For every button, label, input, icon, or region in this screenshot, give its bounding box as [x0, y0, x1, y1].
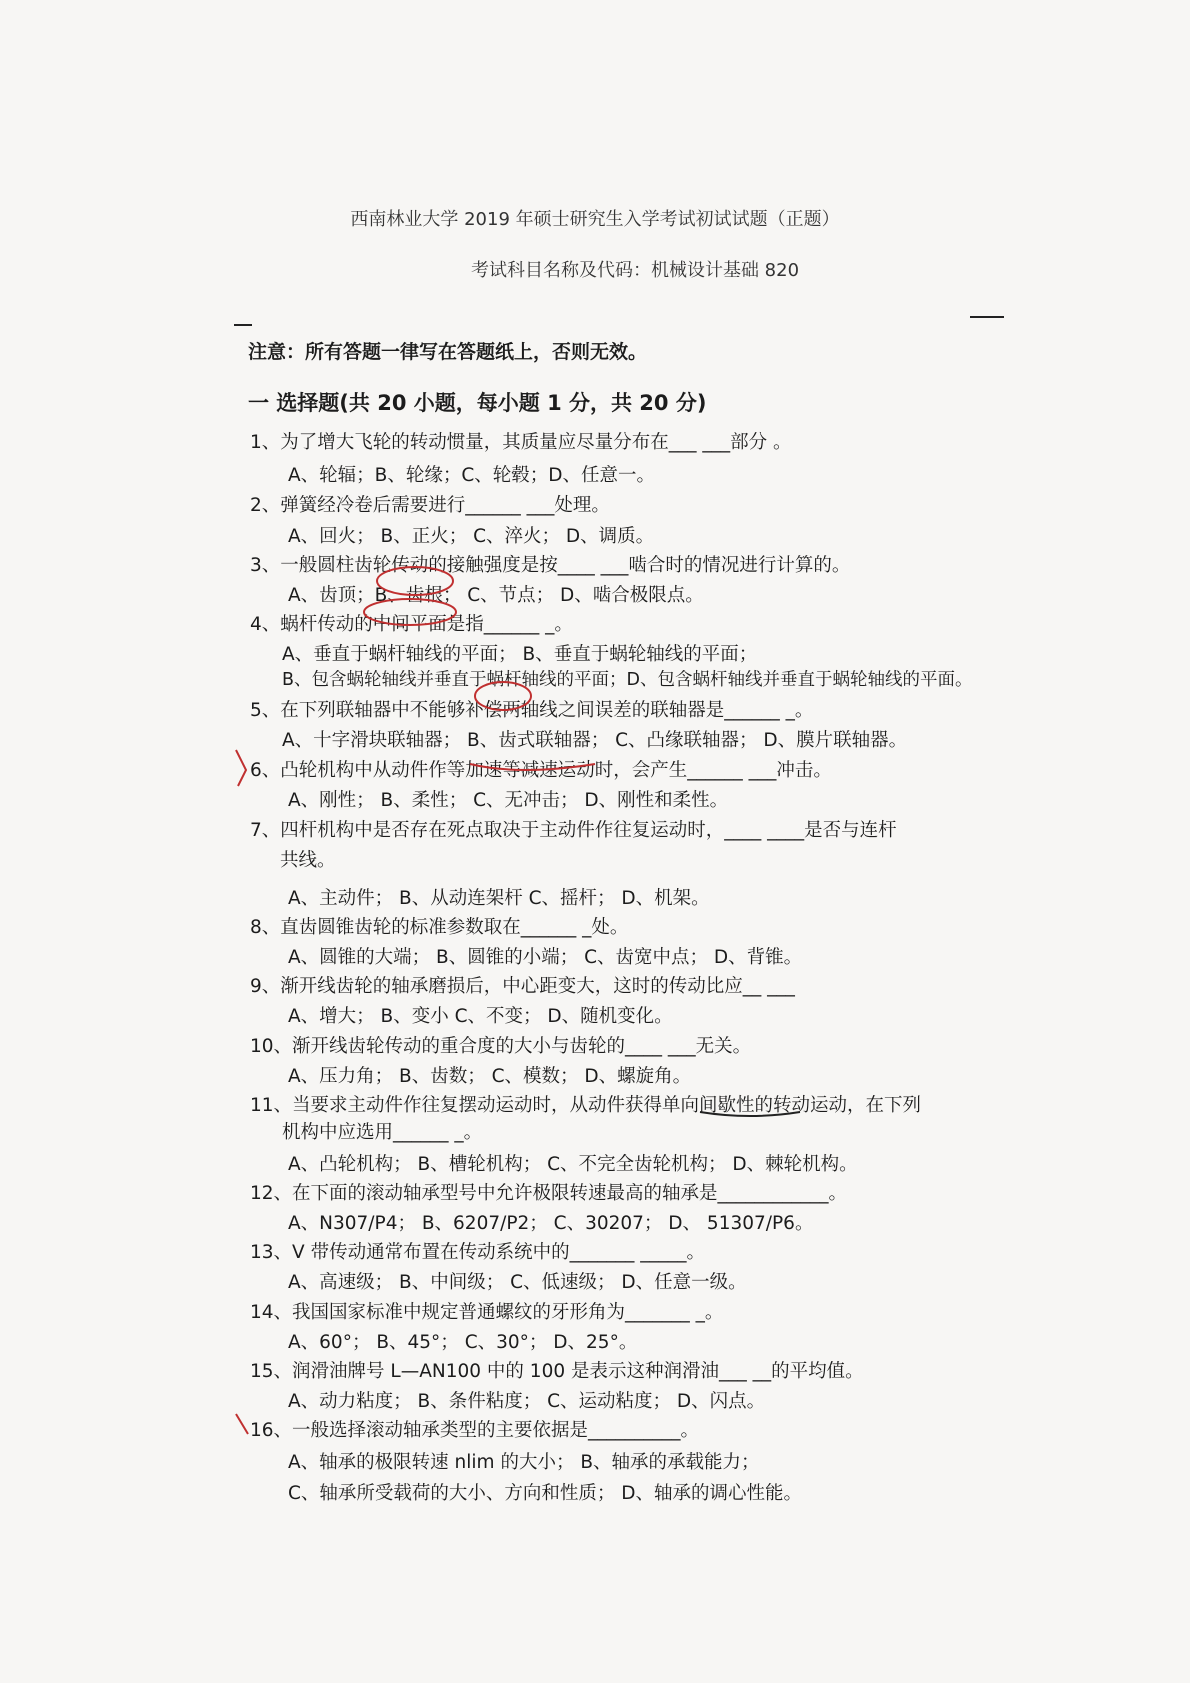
pen-mark-q6: [236, 750, 246, 786]
question-16: 16、一般选择滚动轴承类型的主要依据是__________。: [250, 1420, 700, 1441]
options-6: A、刚性； B、柔性； C、无冲击； D、刚性和柔性。: [288, 790, 729, 811]
options-7: A、主动件； B、从动连架杆 C、摇杆； D、机架。: [288, 888, 710, 909]
question-12: 12、在下面的滚动轴承型号中允许极限转速最高的轴承是____________。: [250, 1183, 848, 1204]
question-7-cont: 共线。: [280, 850, 336, 871]
options-11: A、凸轮机构； B、槽轮机构； C、不完全齿轮机构； D、棘轮机构。: [288, 1154, 858, 1175]
options-1: A、轮辐；B、轮缘；C、轮毂；D、任意一。: [288, 465, 656, 486]
question-15: 15、润滑油牌号 L—AN100 中的 100 是表示这种润滑油___ __的平均值。: [250, 1361, 864, 1382]
question-7: 7、四杆机构中是否存在死点取决于主动件作往复运动时，____ ____是否与连杆: [250, 820, 897, 841]
exam-subject: 考试科目名称及代码：机械设计基础 820: [470, 260, 800, 281]
options-8: A、圆锥的大端； B、圆锥的小端； C、齿宽中点； D、背锥。: [288, 947, 803, 968]
options-16a: A、轴承的极限转速 nlim 的大小； B、轴承的承载能力；: [288, 1452, 760, 1473]
question-13: 13、V 带传动通常布置在传动系统中的_______ _____。: [250, 1242, 705, 1263]
question-14: 14、我国国家标准中规定普通螺纹的牙形角为_______ _。: [250, 1302, 724, 1323]
question-6: 6、凸轮机构中从动件作等加速等减速运动时，会产生______ ___冲击。: [250, 760, 832, 781]
options-4a: A、垂直于蜗杆轴线的平面； B、垂直于蜗轮轴线的平面；: [282, 644, 758, 665]
options-13: A、高速级； B、中间级； C、低速级； D、任意一级。: [288, 1272, 747, 1293]
question-1: 1、为了增大飞轮的转动惯量，其质量应尽量分布在___ ___部分 。: [250, 432, 792, 453]
options-9: A、增大； B、变小 C、不变； D、随机变化。: [288, 1006, 673, 1027]
options-3: A、齿顶；B、齿根； C、节点； D、啮合极限点。: [288, 585, 704, 606]
options-2: A、回火； B、正火； C、淬火； D、调质。: [288, 526, 655, 547]
question-11-cont: 机构中应选用______ _。: [282, 1122, 483, 1143]
options-15: A、动力粘度； B、条件粘度； C、运动粘度； D、闪点。: [288, 1391, 766, 1412]
question-8: 8、直齿圆锥齿轮的标准参数取在______ _处。: [250, 917, 629, 938]
question-2: 2、弹簧经冷卷后需要进行______ ___处理。: [250, 495, 610, 516]
options-10: A、压力角； B、齿数； C、模数； D、螺旋角。: [288, 1066, 692, 1087]
question-9: 9、渐开线齿轮的轴承磨损后，中心距变大，这时的传动比应__ ___: [250, 976, 795, 997]
question-5: 5、在下列联轴器中不能够补偿两轴线之间误差的联轴器是______ _。: [250, 700, 814, 721]
question-10: 10、渐开线齿轮传动的重合度的大小与齿轮的____ ___无关。: [250, 1036, 752, 1057]
options-4b: B、包含蜗轮轴线并垂直于蜗杆轴线的平面；D、包含蜗杆轴线并垂直于蜗轮轴线的平面。: [282, 670, 973, 690]
pen-mark-q16: [236, 1414, 248, 1434]
options-14: A、60°； B、45°； C、30°； D、25°。: [288, 1332, 638, 1353]
question-11: 11、当要求主动件作往复摆动运动时，从动件获得单向间歇性的转动运动，在下列: [250, 1095, 922, 1116]
scan-mark-right: [970, 316, 1004, 318]
options-12: A、N307/P4； B、6207/P2； C、30207； D、 51307/P6。: [288, 1213, 814, 1234]
exam-title: 西南林业大学 2019 年硕士研究生入学考试初试试题（正题）: [350, 209, 840, 230]
options-5: A、十字滑块联轴器； B、齿式联轴器； C、凸缘联轴器； D、膜片联轴器。: [282, 730, 908, 751]
section-title: 一 选择题(共 20 小题，每小题 1 分，共 20 分): [248, 391, 707, 415]
notice-text: 注意：所有答题一律写在答题纸上，否则无效。: [248, 341, 648, 363]
options-16b: C、轴承所受载荷的大小、方向和性质； D、轴承的调心性能。: [288, 1483, 803, 1504]
scan-mark-left: [234, 324, 252, 326]
question-3: 3、一般圆柱齿轮传动的接触强度是按____ ___啮合时的情况进行计算的。: [250, 555, 851, 576]
question-4: 4、蜗杆传动的中间平面是指______ _。: [250, 614, 573, 635]
